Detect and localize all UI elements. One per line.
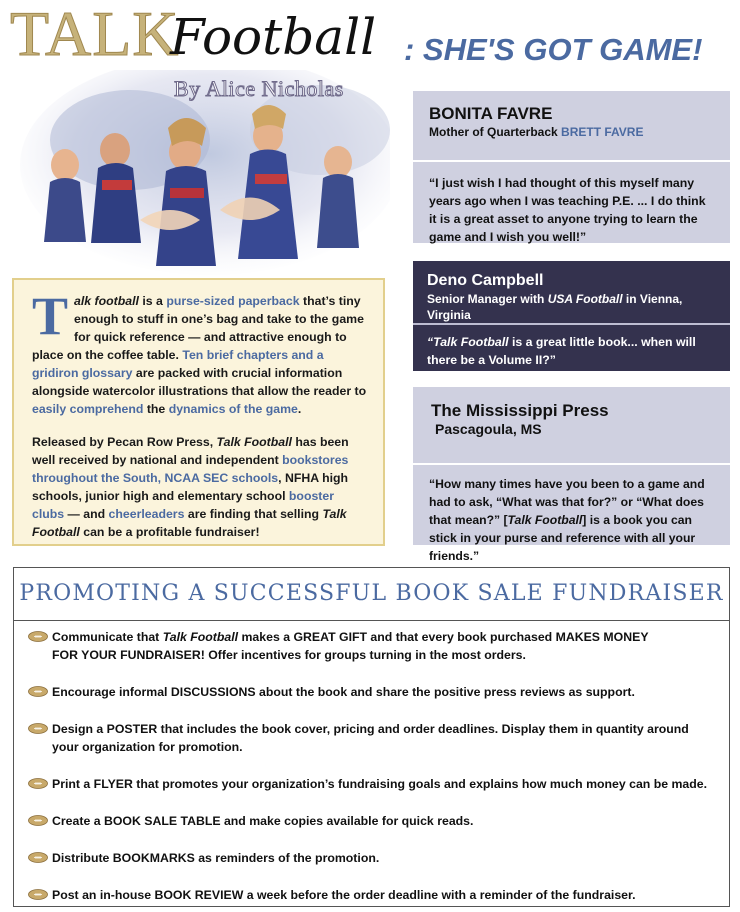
promotion-item-text [52,849,718,867]
football-bullet-icon [28,631,48,642]
highlight-text: purse-sized paperback [166,294,300,308]
testimonial-role: Mother of Quarterback BRETT FAVRE [429,125,644,139]
promotion-section [13,567,730,907]
promotion-item [28,683,718,701]
promotion-title: PROMOTING A SUCCESSFUL BOOK SALE FUNDRAISER [19,581,724,606]
promotion-item-text [52,775,718,793]
text-run: Communicate that [52,630,163,644]
testimonial-deno-campbell [413,261,730,371]
author-byline: By Alice Nicholas [174,76,344,101]
football-bullet-icon [28,778,48,789]
italic-text: alk football [74,294,139,308]
italic-text: Talk Football [162,630,239,644]
promotion-item [28,812,718,830]
text-run: Post an in-house BOOK REVIEW a week before the order deadline with a reminder of the fundraiser. [52,888,636,902]
football-bullet-icon [28,686,48,697]
testimonial-mississippi-press [413,387,730,563]
promotion-item-text [52,886,718,904]
brett-favre-highlight: BRETT FAVRE [561,125,644,139]
promotion-item [28,849,718,867]
text-run: your organization for promotion. [52,740,243,754]
highlight-text: cheerleaders [108,507,185,521]
testimonial-quote: “I just wish I had thought of this myself many years ago when I was teaching P.E. ... I do think it is a great asset to anyone trying to learn the game and I wish you well!” [429,176,706,244]
text-run: . [297,402,302,416]
text-run: Encourage informal DISCUSSIONS about the book and share the positive press reviews as support. [52,685,635,699]
promotion-item [28,720,718,756]
promotion-item-text [52,720,718,756]
testimonial-name: The Mississippi Press [431,401,609,420]
football-bullet-icon [28,889,48,900]
text-run: FOR YOUR FUNDRAISER! Offer incentives for groups turning in the most orders. [52,648,526,662]
football-bullet-icon [28,815,48,826]
intro-paragraph-2 [32,433,369,541]
highlight-text: easily comprehend [32,402,144,416]
promotion-divider [14,620,729,621]
headline: : SHE'S GOT GAME! [404,32,703,67]
title-talk: TALK [10,0,180,69]
text-run: Distribute BOOKMARKS as reminders of the promotion. [52,851,380,865]
testimonial-bonita-favre [413,91,730,243]
promotion-item-text [52,812,718,830]
promotion-item [28,628,718,664]
text-run: are packed with crucial information alongside watercolor illustrations that allow the reader to [32,366,367,398]
highlight-text: Ten brief chapters and a gridiron glossary [32,348,324,380]
testimonial-name: BONITA FAVRE [429,104,553,123]
text-run: are finding that selling [184,507,323,521]
highlight-text: bookstores throughout the South, NCAA SEC schools [32,453,349,485]
intro-paragraph-1 [32,286,369,418]
testimonial-role: Senior Manager with USA Football in Vienna, Virginia [427,292,683,322]
text-run: the [143,402,169,416]
intro-box [12,278,385,546]
testimonial-name: Deno Campbell [427,272,544,289]
text-run: Create a BOOK SALE TABLE and make copies available for quick reads. [52,814,474,828]
text-run: that’s tiny enough to stuff in one’s bag and take to the game for quick reference — and attractive enough to place on the coffee table. [32,294,364,362]
football-bullet-icon [28,723,48,734]
text-run: Print a FLYER that promotes your organization’s fundraising goals and explains how much money can be made. [52,777,708,791]
text-run: Released by Pecan Row Press, [32,435,217,449]
football-bullet-icon [28,852,48,863]
drop-cap: T [32,286,69,346]
title-football: Football [170,8,377,66]
text-run: is a [138,294,167,308]
text-run: — and [64,507,109,521]
testimonial-quote: “Talk Football is a great little book... when will there be a Volume II?” [427,335,696,367]
promotion-item-text [52,628,718,664]
highlight-text: dynamics of the game [168,402,298,416]
text-run: Design a POSTER that includes the book cover, pricing and order deadlines. Display them in quantity around [52,722,689,736]
promotion-item [28,886,718,904]
promotion-item-text [52,683,718,701]
italic-text: Talk Football [216,435,292,449]
testimonial-quote: “How many times have you been to a game and had to ask, “What was that for?” or “What does that mean?” [Talk Football] is a book you can stick in your purse and reference with all your friends.” [429,477,705,563]
text-run: has been well received by national and independent [32,435,349,467]
highlight-text: booster clubs [32,489,335,521]
text-run: , NFHA high schools, junior high and elementary school [32,471,349,503]
text-run: makes a GREAT GIFT and that every book purchased MAKES MONEY [238,630,649,644]
testimonial-location: Pascagoula, MS [435,421,542,437]
promotion-item [28,775,718,793]
text-run: can be a profitable fundraiser! [79,525,260,539]
promotion-list [28,626,718,904]
italic-text: Talk Football [32,507,347,539]
